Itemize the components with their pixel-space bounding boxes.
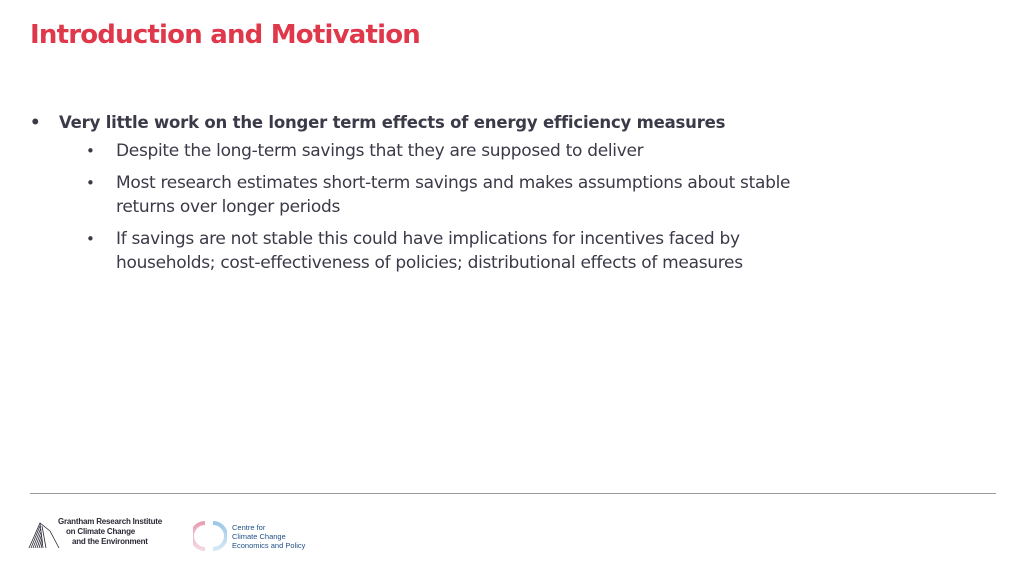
cccep-line-3: Economics and Policy	[232, 541, 306, 550]
sub-bullet-text: Despite the long-term savings that they are supposed to deliver	[116, 141, 644, 161]
cccep-line-1: Centre for	[232, 523, 266, 532]
main-bullet	[30, 111, 830, 275]
sub-bullet-implications	[59, 227, 830, 275]
main-bullet-text: Very little work on the longer term effects of energy efficiency measures	[59, 113, 726, 132]
sub-bullet-text: If savings are not stable this could have implications for incentives faced by households; cost-effectiveness of policies; distributional effects of measures	[116, 229, 743, 273]
sub-bullet-text: Most research estimates short-term savings and makes assumptions about stable returns over longer periods	[116, 173, 791, 217]
bullet-marker: •	[30, 113, 41, 132]
sub-bullet-short-term-research	[59, 171, 830, 219]
mountain-icon	[28, 519, 60, 549]
grantham-line-1: Grantham Research Institute	[58, 517, 162, 526]
grantham-line-3: and the Environment	[72, 537, 148, 546]
grantham-logo	[28, 517, 178, 551]
sub-bullet-marker: •	[86, 174, 95, 192]
cccep-logo	[193, 520, 323, 552]
footer-divider	[30, 493, 996, 494]
circle-gradient-icon	[193, 520, 227, 552]
bullet-list	[30, 111, 830, 283]
slide-title: Introduction and Motivation	[30, 20, 420, 50]
cccep-logo-text	[232, 523, 305, 550]
sub-bullet-list	[59, 139, 830, 275]
sub-bullet-marker: •	[86, 230, 95, 248]
sub-bullet-marker: •	[86, 142, 95, 160]
grantham-logo-text	[58, 517, 162, 547]
cccep-line-2: Climate Change	[232, 532, 286, 541]
grantham-line-2: on Climate Change	[66, 527, 136, 536]
sub-bullet-long-term-savings	[59, 139, 830, 163]
